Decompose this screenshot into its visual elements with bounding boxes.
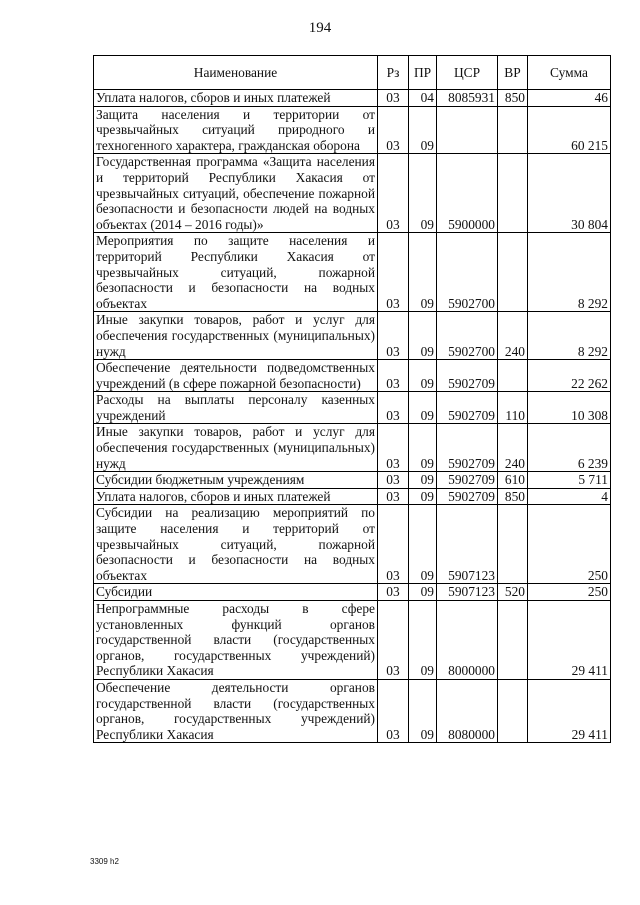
table-row	[94, 392, 611, 424]
row-vr: 240	[498, 312, 528, 360]
table-row	[94, 679, 611, 742]
row-pr: 09	[409, 584, 437, 601]
row-name: Обеспечение деятельности подведомственных учреждений (в сфере пожарной безопасности)	[94, 360, 378, 392]
row-pr: 09	[409, 106, 437, 154]
table-row	[94, 472, 611, 489]
row-vr: 110	[498, 392, 528, 424]
row-sum: 5 711	[528, 472, 611, 489]
row-sum: 60 215	[528, 106, 611, 154]
row-rz: 03	[378, 360, 409, 392]
row-csr: 5902709	[437, 472, 498, 489]
row-name: Расходы на выплаты персоналу казенных учреждений	[94, 392, 378, 424]
row-vr	[498, 505, 528, 584]
row-rz: 03	[378, 584, 409, 601]
row-rz: 03	[378, 312, 409, 360]
row-sum: 8 292	[528, 312, 611, 360]
row-name: Непрограммные расходы в сфере установленных функций органов государственной власти (государственных органов, государственных учреждений) Республики Хакасия	[94, 601, 378, 680]
row-rz: 03	[378, 392, 409, 424]
table-row	[94, 601, 611, 680]
row-name: Субсидии на реализацию мероприятий по защите населения и территорий от чрезвычайных ситуаций, пожарной безопасности и безопасности на водных объектах	[94, 505, 378, 584]
row-pr: 09	[409, 505, 437, 584]
row-vr	[498, 233, 528, 312]
row-vr	[498, 154, 528, 233]
row-pr: 04	[409, 90, 437, 107]
row-sum: 250	[528, 584, 611, 601]
row-rz: 03	[378, 154, 409, 233]
row-sum: 250	[528, 505, 611, 584]
row-csr: 5902700	[437, 312, 498, 360]
row-vr: 850	[498, 90, 528, 107]
row-csr: 5900000	[437, 154, 498, 233]
row-csr: 8000000	[437, 601, 498, 680]
row-pr: 09	[409, 601, 437, 680]
row-sum: 22 262	[528, 360, 611, 392]
header-sum: Сумма	[528, 56, 611, 90]
row-vr	[498, 106, 528, 154]
row-rz: 03	[378, 601, 409, 680]
header-pr: ПР	[409, 56, 437, 90]
row-pr: 09	[409, 679, 437, 742]
row-csr: 5902700	[437, 233, 498, 312]
row-rz: 03	[378, 106, 409, 154]
row-csr: 5902709	[437, 424, 498, 472]
row-sum: 10 308	[528, 392, 611, 424]
row-rz: 03	[378, 472, 409, 489]
row-name: Уплата налогов, сборов и иных платежей	[94, 488, 378, 505]
footer-code: 3309 h2	[90, 857, 119, 866]
row-name: Мероприятия по защите населения и территорий Республики Хакасия от чрезвычайных ситуаций, пожарной безопасности и безопасности на водных объектах	[94, 233, 378, 312]
row-vr: 850	[498, 488, 528, 505]
row-vr	[498, 679, 528, 742]
row-sum: 46	[528, 90, 611, 107]
table-row	[94, 360, 611, 392]
row-pr: 09	[409, 472, 437, 489]
table-row	[94, 584, 611, 601]
row-name: Обеспечение деятельности органов государственной власти (государственных органов, государственных учреждений) Республики Хакасия	[94, 679, 378, 742]
table-row	[94, 312, 611, 360]
row-name: Государственная программа «Защита населения и территорий Республики Хакасия от чрезвычайных ситуаций, обеспечение пожарной безопасности и безопасности людей на водных объектах (2014 – 2016 годы)»	[94, 154, 378, 233]
table-row	[94, 488, 611, 505]
row-pr: 09	[409, 360, 437, 392]
row-csr: 5902709	[437, 488, 498, 505]
row-vr: 610	[498, 472, 528, 489]
table-header-row	[94, 56, 611, 90]
row-sum: 6 239	[528, 424, 611, 472]
row-sum: 4	[528, 488, 611, 505]
row-name: Уплата налогов, сборов и иных платежей	[94, 90, 378, 107]
header-vr: ВР	[498, 56, 528, 90]
row-name: Защита населения и территории от чрезвычайных ситуаций природного и техногенного характера, гражданская оборона	[94, 106, 378, 154]
row-pr: 09	[409, 233, 437, 312]
row-csr: 8085931	[437, 90, 498, 107]
row-name: Иные закупки товаров, работ и услуг для обеспечения государственных (муниципальных) нужд	[94, 312, 378, 360]
row-csr: 5902709	[437, 392, 498, 424]
row-name: Субсидии	[94, 584, 378, 601]
row-pr: 09	[409, 488, 437, 505]
header-rz: Рз	[378, 56, 409, 90]
row-rz: 03	[378, 488, 409, 505]
row-name: Субсидии бюджетным учреждениям	[94, 472, 378, 489]
row-pr: 09	[409, 424, 437, 472]
row-sum: 30 804	[528, 154, 611, 233]
row-pr: 09	[409, 154, 437, 233]
table-row	[94, 106, 611, 154]
row-sum: 8 292	[528, 233, 611, 312]
page-number: 194	[308, 20, 332, 36]
row-sum: 29 411	[528, 679, 611, 742]
row-csr: 8080000	[437, 679, 498, 742]
row-csr: 5902709	[437, 360, 498, 392]
row-vr: 240	[498, 424, 528, 472]
row-rz: 03	[378, 233, 409, 312]
table-row	[94, 233, 611, 312]
row-vr: 520	[498, 584, 528, 601]
header-csr: ЦСР	[437, 56, 498, 90]
row-rz: 03	[378, 679, 409, 742]
row-pr: 09	[409, 392, 437, 424]
row-csr	[437, 106, 498, 154]
row-sum: 29 411	[528, 601, 611, 680]
budget-table	[93, 55, 611, 743]
row-rz: 03	[378, 90, 409, 107]
row-name: Иные закупки товаров, работ и услуг для обеспечения государственных (муниципальных) нужд	[94, 424, 378, 472]
header-name: Наименование	[94, 56, 378, 90]
table-row	[94, 505, 611, 584]
row-csr: 5907123	[437, 584, 498, 601]
row-rz: 03	[378, 424, 409, 472]
row-pr: 09	[409, 312, 437, 360]
table-row	[94, 424, 611, 472]
row-rz: 03	[378, 505, 409, 584]
row-vr	[498, 601, 528, 680]
table-row	[94, 90, 611, 107]
row-csr: 5907123	[437, 505, 498, 584]
table-row	[94, 154, 611, 233]
row-vr	[498, 360, 528, 392]
